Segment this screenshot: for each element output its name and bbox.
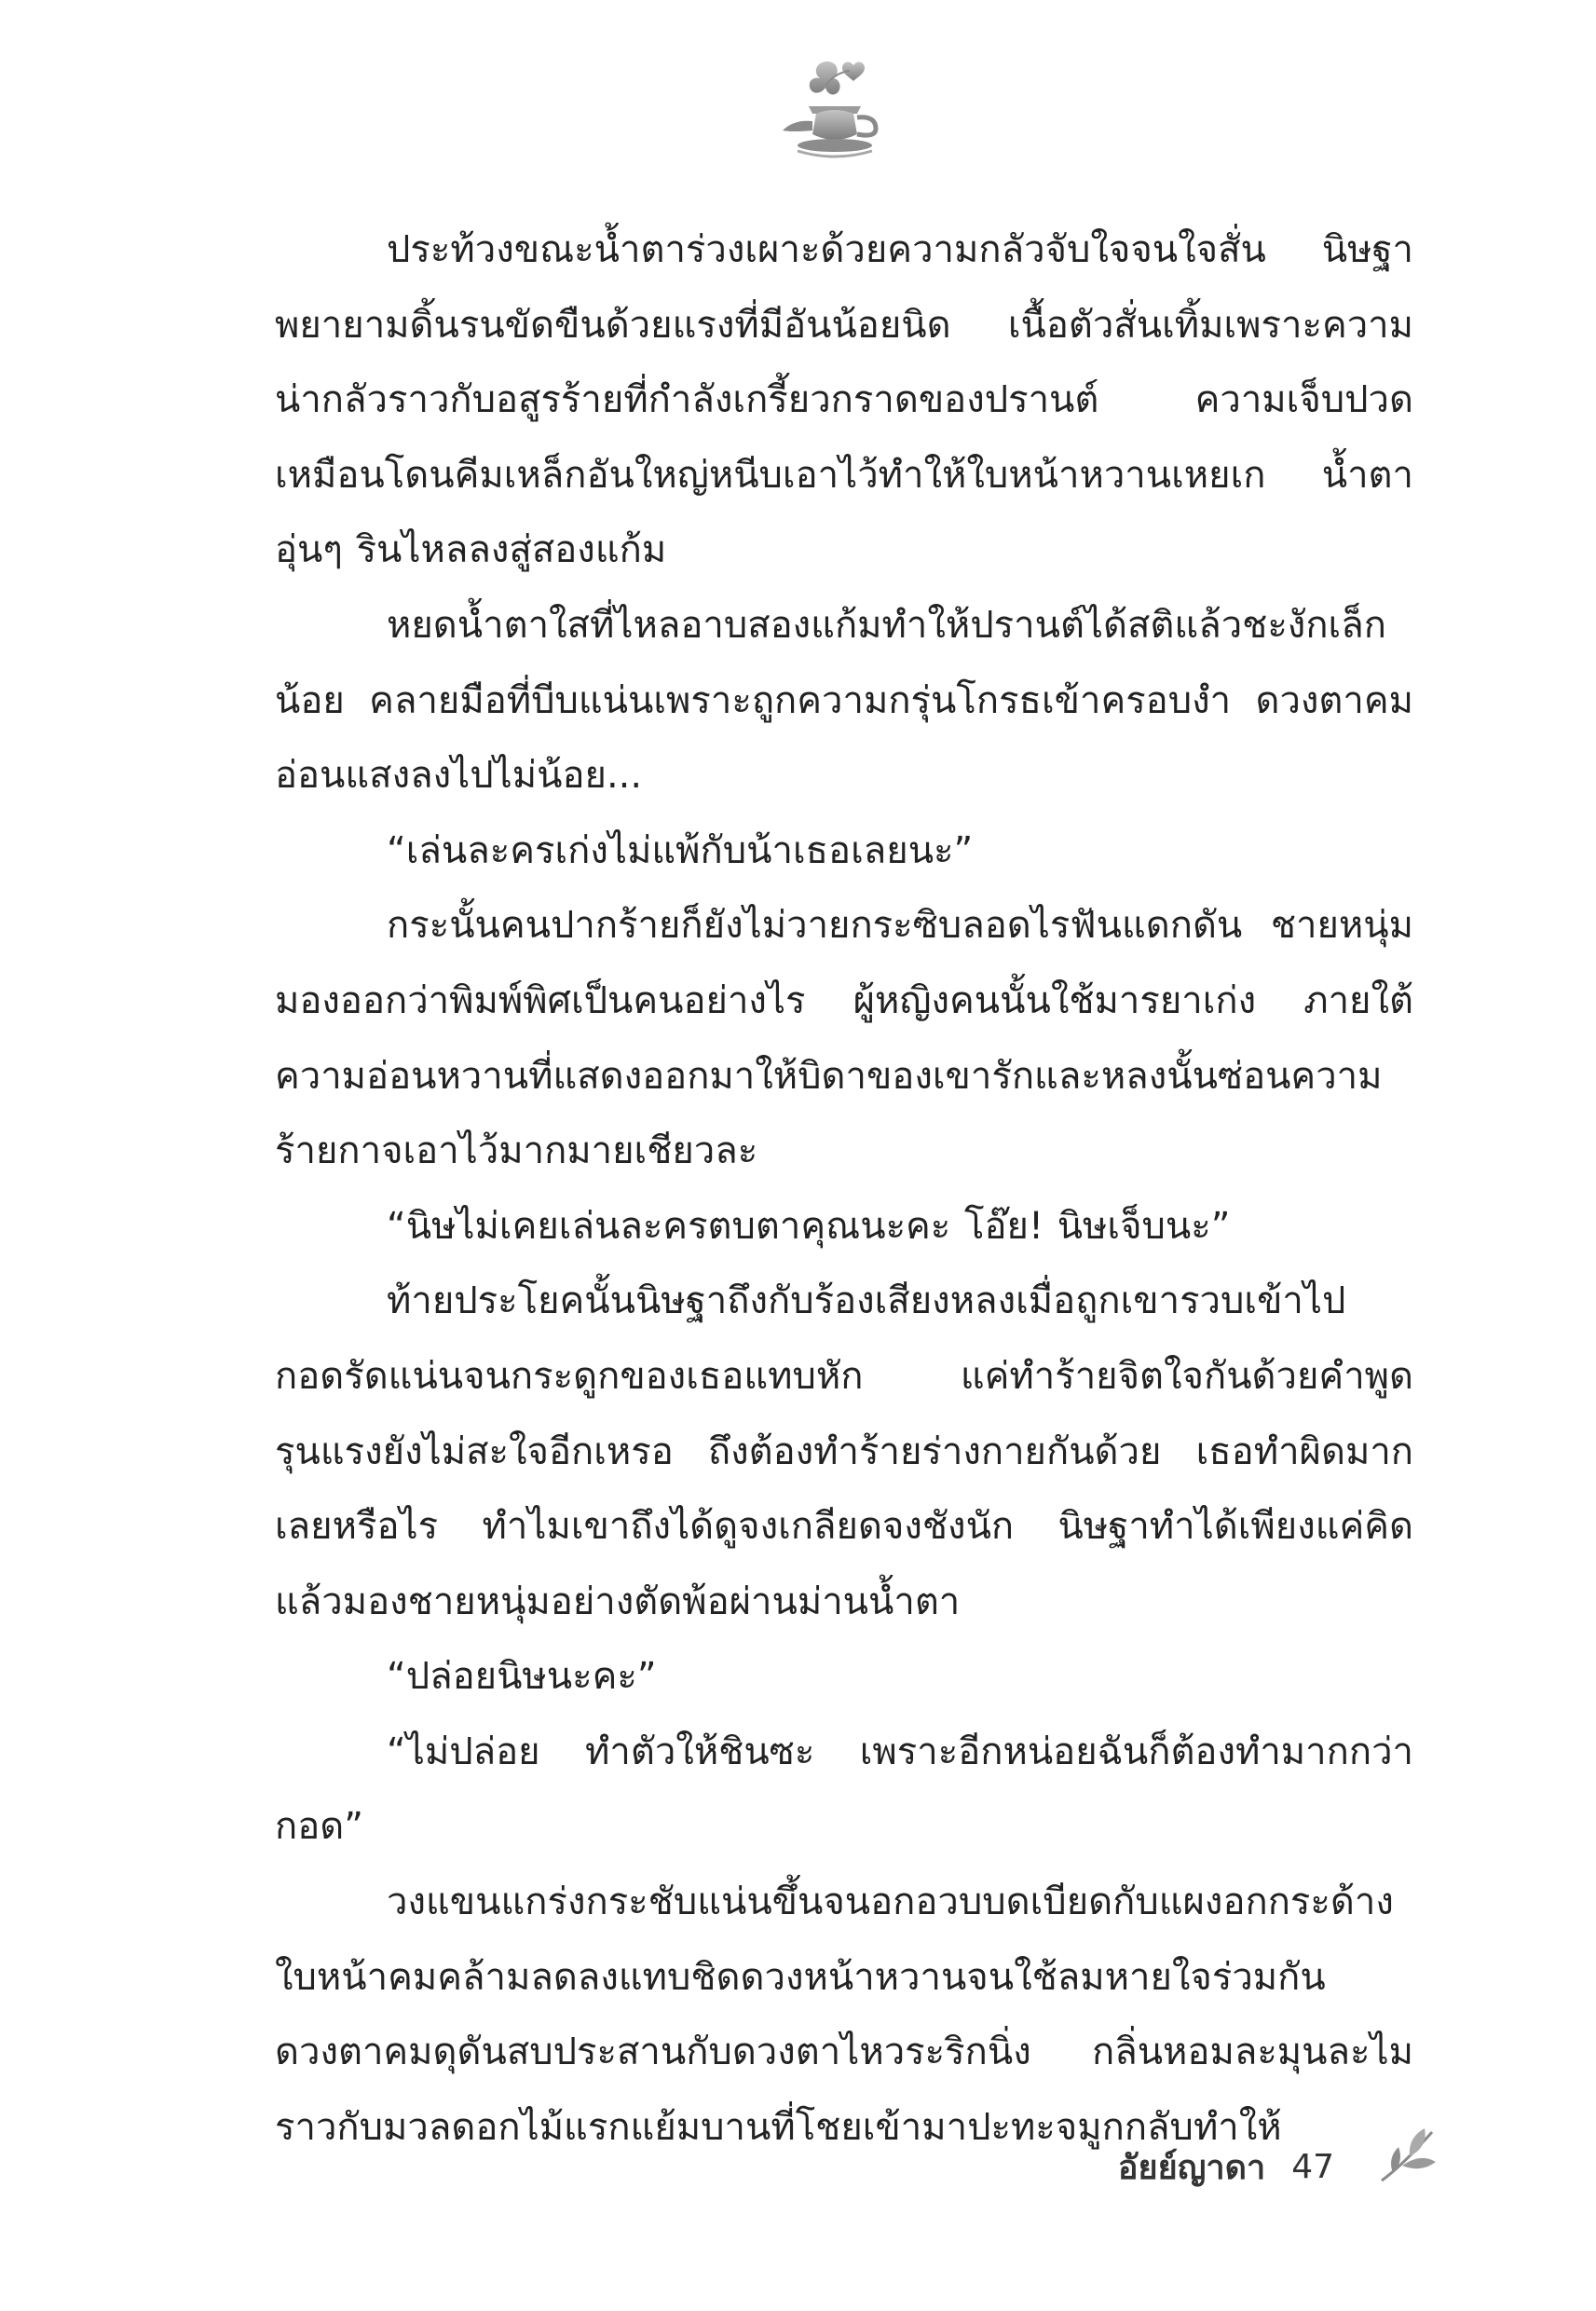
teapot-cupid-ornament-icon xyxy=(760,54,909,166)
paragraph: ท้ายประโยคนั้นนิษฐาถึงกับร้องเสียงหลงเมื่อถูกเขารวบเข้าไปกอดรัดแน่นจนกระดูกของเธอแทบหัก แค่ทำร้ายจิตใจกันด้วยคำพูดรุนแรงยังไม่สะใจอีกเหรอ ถึงต้องทำร้ายร่างกายกันด้วย เธอทำผิดมากเลยหรือไร ทำไมเขาถึงได้ดูจงเกลียดจงชังนัก นิษฐาทำได้เพียงแค่คิดแล้วมองชายหนุ่มอย่างตัดพ้อผ่านม่านน้ำตา xyxy=(275,1279,1413,1623)
dialogue-line: “เล่นละครเก่งไม่แพ้กับน้าเธอเลยนะ” xyxy=(387,828,974,872)
paragraph: หยดน้ำตาใสที่ไหลอาบสองแก้มทำให้ปรานต์ได้สติแล้วชะงักเล็กน้อย คลายมือที่บีบแน่นเพราะถูกความกรุ่นโกรธเข้าครอบงำ ดวงตาคมอ่อนแสงลงไปไม่น้อย... xyxy=(275,603,1413,798)
paragraph: ประท้วงขณะน้ำตาร่วงเผาะด้วยความกลัวจับใจจนใจสั่น นิษฐาพยายามดิ้นรนขัดขืนด้วยแรงที่มีอันน้อยนิด เนื้อตัวสั่นเทิ้มเพราะความน่ากลัวราวกับอสูรร้ายที่กำลังเกรี้ยวกราดของปรานต์ ความเจ็บปวดเหมือนโดนคีมเหล็กอันใหญ่หนีบเอาไว้ทำให้ใบหน้าหวานเหยเก น้ำตาอุ่นๆ รินไหลลงสู่สองแก้ม xyxy=(275,228,1413,572)
page-number: 47 xyxy=(1291,2147,1334,2186)
paragraph: กระนั้นคนปากร้ายก็ยังไม่วายกระซิบลอดไรฟันแดกดัน ชายหนุ่มมองออกว่าพิมพ์พิศเป็นคนอย่างไร ผู้หญิงคนนั้นใช้มารยาเก่ง ภายใต้ความอ่อนหวานที่แสดงออกมาให้บิดาของเขารักและหลงนั้นซ่อนความร้ายกาจเอาไว้มากมายเชียวละ xyxy=(275,904,1413,1173)
paragraph: วงแขนแกร่งกระชับแน่นขึ้นจนอกอวบบดเบียดกับแผงอกกระด้าง ใบหน้าคมคล้ามลดลงแทบชิดดวงหน้าหวานจนใช้ลมหายใจร่วมกัน ดวงตาคมดุดันสบประสานกับดวงตาไหวระริกนิ่ง กลิ่นหอมละมุนละไมราวกับมวลดอกไม้แรกแย้มบานที่โชยเข้ามาปะทะจมูกกลับทำให้ xyxy=(275,1880,1413,2149)
footer-author: อัยย์ญาดา xyxy=(1117,2148,1266,2187)
page-footer xyxy=(960,2134,1416,2199)
dialogue-line: “ปล่อยนิษนะคะ” xyxy=(387,1655,657,1699)
dialogue-line: “ไม่ปล่อย ทำตัวให้ชินซะ เพราะอีกหน่อยฉันก็ต้องทำมากกว่ากอด” xyxy=(275,1730,1413,1849)
body-text xyxy=(275,212,1413,2165)
leaf-ornament-icon xyxy=(1374,2125,1441,2190)
dialogue-line: “นิษไม่เคยเล่นละครตบตาคุณนะคะ โอ๊ย! นิษเจ็บนะ” xyxy=(387,1204,1231,1248)
